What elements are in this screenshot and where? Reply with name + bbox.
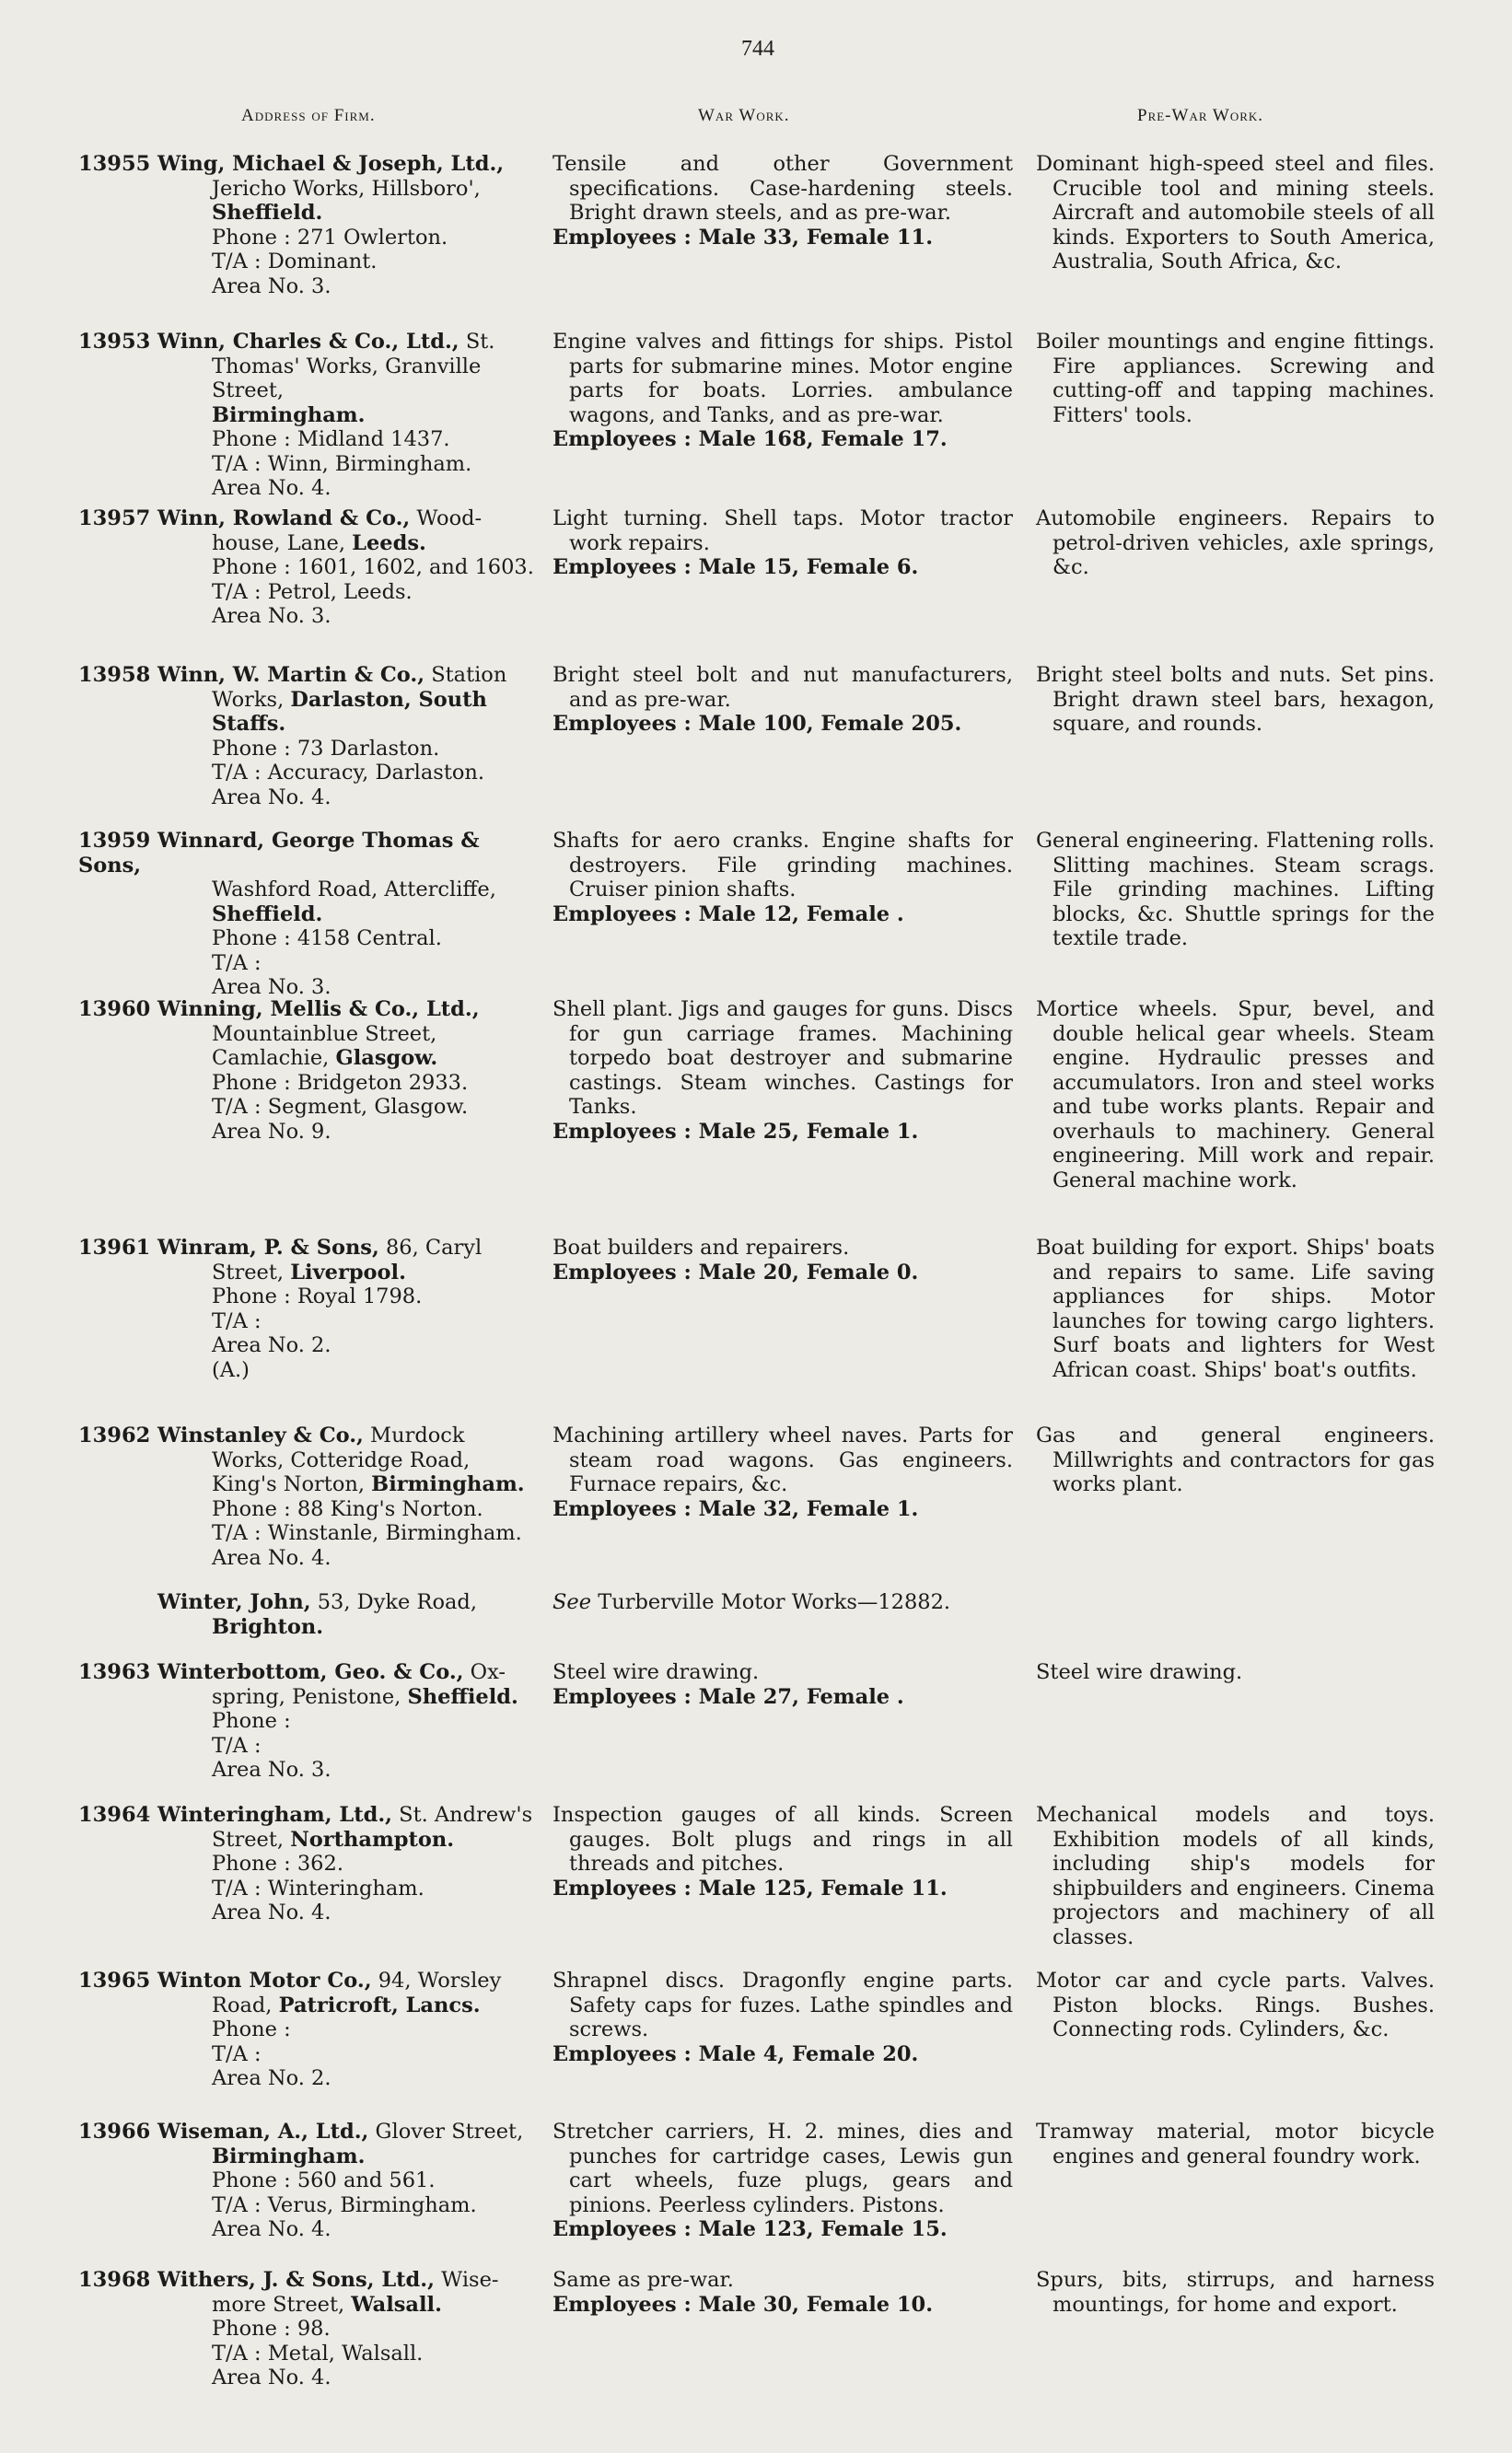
firm-name: Winn, Charles & Co., Ltd., [157,330,459,354]
employees: Employees : Male 12, Female . [552,901,904,926]
firm-name: Wiseman, A., Ltd., [157,2120,369,2144]
prewar-work: Spurs, bits, stirrups, and harness mountings, for home and export. [1036,2268,1435,2317]
firm-name: Winning, Mellis & Co., Ltd., [157,997,480,1021]
employees: Employees : Male 168, Female 17. [552,427,948,451]
firm-address: Winter, John, 53, Dyke Road, Brighton. [157,1590,477,1639]
prewar-work: Boat building for export. Ships' boats and repairs to same. Life saving appliances for ships. Motor launches for towing cargo lighters. Surf boats and lighters for West African coast. Ships' boat's outfits. [1036,1236,1435,1382]
prewar-work: Boiler mountings and engine fittings. Fire appliances. Screwing and cutting-off and tapping machines. Fitters' tools. [1036,330,1435,427]
prewar-work: General engineering. Flattening rolls. Slitting machines. Steam scrags. File grinding machines. Lifting blocks, &c. Shuttle springs for the textile trade. [1036,829,1435,950]
firm-name: Wing, Michael & Joseph, Ltd., [157,152,505,176]
war-work: Same as pre-war. Employees : Male 30, Female 10. [552,2268,1013,2317]
firm-number: 13962 [78,1424,151,1447]
prewar-work: Tramway material, motor bicycle engines and general foundry work. [1036,2120,1435,2168]
firm-name: Winton Motor Co., [157,1969,372,1993]
employees: Employees : Male 25, Female 1. [552,1119,919,1144]
war-work: Machining artillery wheel naves. Parts for steam road wagons. Gas engineers. Furnace repairs, &c. Employees : Male 32, Female 1. [552,1424,1013,1521]
war-work: Shell plant. Jigs and gauges for guns. Discs for gun carriage frames. Machining torpedo boat destroyer and submarine castings. Steam winches. Castings for Tanks. Employees : Male 25, Female 1. [552,997,1013,1144]
prewar-work: Steel wire drawing. [1036,1660,1243,1684]
firm-address: 13965 Winton Motor Co., 94, Worsley Road, Patricroft, Lancs. Phone : T/A : Area No. 2. [78,1969,502,2090]
employees: Employees : Male 33, Female 11. [552,225,934,250]
firm-name: Winn, W. Martin & Co., [157,663,425,687]
prewar-work: Automobile engineers. Repairs to petrol-driven vehicles, axle springs, &c. [1036,506,1435,579]
header-prewar-work: Pre-War Work. [1137,106,1264,125]
firm-number: 13957 [78,506,151,530]
firm-address: 13957 Winn, Rowland & Co., Wood- house, Lane, Leeds. Phone : 1601, 1602, and 1603. T/A : Petrol, Leeds. Area No. 3. [78,506,534,628]
war-work: Stretcher carriers, H. 2. mines, dies and punches for cartridge cases, Lewis gun cart wheels, fuze plugs, gears and pinions. Peerless cylinders. Pistons. Employees : Male 123, Female 15. [552,2120,1013,2241]
firm-address: 13968 Withers, J. & Sons, Ltd., Wise- more Street, Walsall. Phone : 98. T/A : Metal, Walsall. Area No. 4. [78,2268,499,2389]
firm-name: Winter, John, [157,1590,311,1614]
prewar-work: Mechanical models and toys. Exhibition models of all kinds, including ship's models for shipbuilders and engineers. Cinema projectors and machinery of all classes. [1036,1803,1435,1949]
prewar-work: Bright steel bolts and nuts. Set pins. Bright drawn steel bars, hexagon, square, and rounds. [1036,663,1435,736]
firm-name: Winterbottom, Geo. & Co., [157,1660,464,1684]
war-work: Shrapnel discs. Dragonfly engine parts. Safety caps for fuzes. Lathe spindles and screws. Employees : Male 4, Female 20. [552,1969,1013,2066]
firm-name: Winn, Rowland & Co., [157,506,411,530]
war-work: Engine valves and fittings for ships. Pistol parts for submarine mines. Motor engine parts for boats. Lorries. ambulance wagons, and Tanks, and as pre-war. Employees : Male 168, Female 17. [552,330,1013,451]
prewar-work: Dominant high-speed steel and files. Crucible tool and mining steels. Aircraft and automobile steels of all kinds. Exporters to South America, Australia, South Africa, &c. [1036,152,1435,273]
page-number: 744 [741,37,774,61]
firm-address: 13960 Winning, Mellis & Co., Ltd., Mountainblue Street, Camlachie, Glasgow. Phone : Bridgeton 2933. T/A : Segment, Glasgow. Area No. 9. [78,997,480,1144]
firm-address: 13959 Winnard, George Thomas & Sons, Washford Road, Attercliffe, Sheffield. Phone : 4158 Central. T/A : Area No. 3. [78,829,496,999]
firm-address: 13964 Winteringham, Ltd., St. Andrew's Street, Northampton. Phone : 362. T/A : Winteringham. Area No. 4. [78,1803,533,1924]
employees: Employees : Male 27, Female . [552,1684,904,1709]
war-work: Boat builders and repairers. Employees : Male 20, Female 0. [552,1236,1013,1285]
firm-number: 13963 [78,1660,151,1684]
firm-address: 13958 Winn, W. Martin & Co., Station Works, Darlaston, South Staffs. Phone : 73 Darlaston. T/A : Accuracy, Darlaston. Area No. 4. [78,663,507,809]
employees: Employees : Male 123, Female 15. [552,2217,948,2241]
firm-name: Winstanley & Co., [157,1424,364,1447]
war-work: Shafts for aero cranks. Engine shafts for destroyers. File grinding machines. Cruiser pinion shafts. Employees : Male 12, Female . [552,829,1013,926]
firm-number: 13966 [78,2120,151,2144]
firm-name: Withers, J. & Sons, Ltd., [157,2268,435,2292]
firm-number: 13959 [78,829,151,853]
firm-name: Winteringham, Ltd., [157,1803,393,1827]
firm-number: 13965 [78,1969,151,1993]
employees: Employees : Male 125, Female 11. [552,1876,948,1901]
prewar-work: Gas and general engineers. Millwrights and contractors for gas works plant. [1036,1424,1435,1496]
firm-number: 13961 [78,1236,151,1260]
firm-address: 13962 Winstanley & Co., Murdock Works, Cotteridge Road, King's Norton, Birmingham. Phone : 88 King's Norton. T/A : Winstanle, Birmingham. Area No. 4. [78,1424,525,1570]
firm-address: 13953 Winn, Charles & Co., Ltd., St. Thomas' Works, Granville Street, Birmingham. Phone : Midland 1437. T/A : Winn, Birmingham. Area No. 4. [78,330,495,500]
firm-number: 13960 [78,997,151,1021]
firm-number: 13968 [78,2268,151,2292]
firm-address: 13966 Wiseman, A., Ltd., Glover Street, Birmingham. Phone : 560 and 561. T/A : Verus, Birmingham. Area No. 4. [78,2120,524,2241]
firm-address: 13963 Winterbottom, Geo. & Co., Ox- spring, Penistone, Sheffield. Phone : T/A : Area No. 3. [78,1660,518,1782]
employees: Employees : Male 30, Female 10. [552,2292,934,2317]
prewar-work: Mortice wheels. Spur, bevel, and double helical gear wheels. Steam engine. Hydraulic presses and accumulators. Iron and steel works and tube works plants. Repair and overhauls to machinery. General engineering. Mill work and repair. General machine work. [1036,997,1435,1192]
employees: Employees : Male 4, Female 20. [552,2041,919,2066]
firm-address: 13955 Wing, Michael & Joseph, Ltd., Jericho Works, Hillsboro', Sheffield. Phone : 271 Owlerton. T/A : Dominant. Area No. 3. [78,152,505,298]
firm-address: 13961 Winram, P. & Sons, 86, Caryl Street, Liverpool. Phone : Royal 1798. T/A : Area No. 2. (A.) [78,1236,483,1382]
war-work: Light turning. Shell taps. Motor tractor work repairs. Employees : Male 15, Female 6. [552,506,1013,579]
firm-name: Winnard, George Thomas & Sons, [78,829,480,878]
war-work: Inspection gauges of all kinds. Screen gauges. Bolt plugs and rings in all threads and pitches. Employees : Male 125, Female 11. [552,1803,1013,1901]
employees: Employees : Male 15, Female 6. [552,555,919,579]
employees: Employees : Male 20, Female 0. [552,1260,919,1285]
firm-number: 13964 [78,1803,151,1827]
employees: Employees : Male 100, Female 205. [552,712,962,736]
header-war-work: War Work. [698,106,790,125]
war-work-cross-reference: See Turberville Motor Works—12882. [552,1590,951,1614]
prewar-work: Motor car and cycle parts. Valves. Piston blocks. Rings. Bushes. Connecting rods. Cylinders, &c. [1036,1969,1435,2041]
employees: Employees : Male 32, Female 1. [552,1496,919,1521]
header-address: Address of Firm. [241,106,376,125]
war-work: Tensile and other Government specifications. Case-hardening steels. Bright drawn steels, and as pre-war. Employees : Male 33, Female 11. [552,152,1013,250]
firm-number: 13953 [78,330,151,354]
war-work: Steel wire drawing. Employees : Male 27, Female . [552,1660,1013,1709]
firm-number: 13958 [78,663,151,687]
firm-number: 13955 [78,152,151,176]
firm-name: Winram, P. & Sons, [157,1236,379,1260]
war-work: Bright steel bolt and nut manufacturers, and as pre-war. Employees : Male 100, Female 205. [552,663,1013,736]
